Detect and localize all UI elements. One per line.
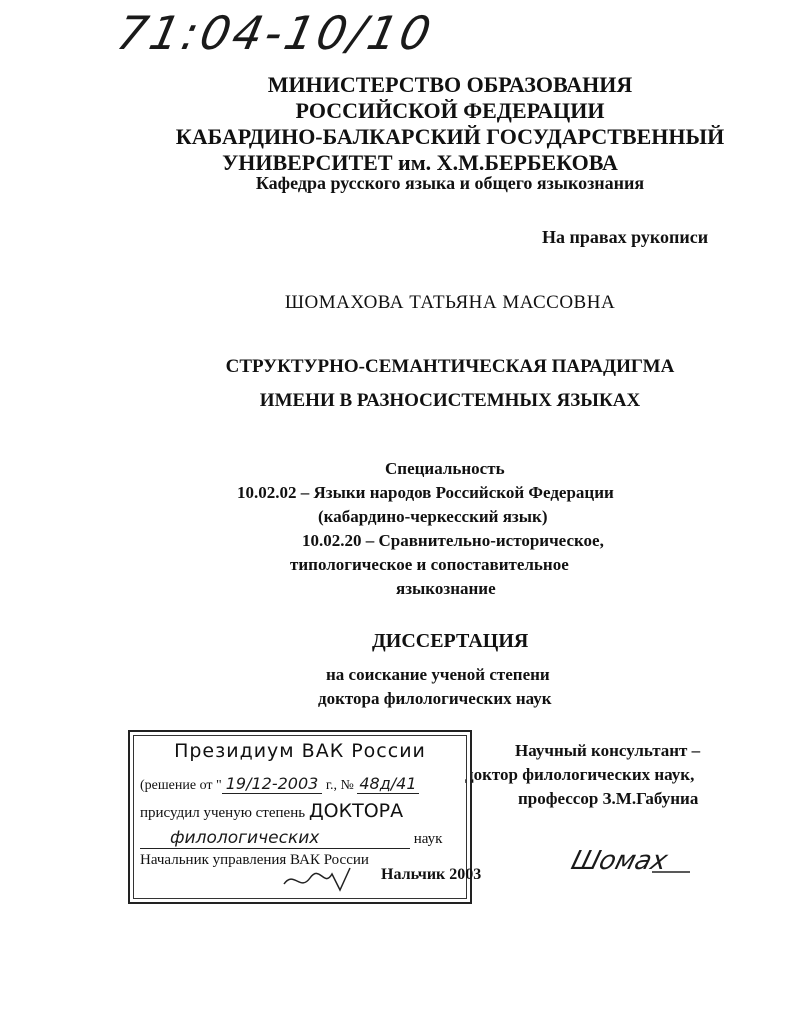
specialty-line-4: типологическое и сопоставительное xyxy=(290,555,569,574)
manuscript-note: На правах рукописи xyxy=(542,227,709,247)
specialty-line-5: языкознание xyxy=(396,579,496,598)
stamp-decision-date: 19/12-2003 xyxy=(222,774,323,794)
stamp-title: Президиум ВАК России xyxy=(174,740,426,762)
stamp-field-line xyxy=(140,828,460,849)
stamp-field-suffix: наук xyxy=(413,831,443,847)
stamp-decision-line xyxy=(140,774,460,794)
specialty-line-1: 10.02.02 – Языки народов Российской Федерации xyxy=(237,483,614,502)
specialty-line-2: (кабардино-черкесский язык) xyxy=(318,507,548,526)
author-name: ШОМАХОВА ТАТЬЯНА МАССОВНА xyxy=(284,292,616,313)
signature-stroke xyxy=(650,866,692,878)
specialty-label: Специальность xyxy=(385,459,505,478)
stamp-decision-prefix: (решение от " xyxy=(140,778,222,793)
university-line-1: КАБАРДИНО-БАЛКАРСКИЙ ГОСУДАРСТВЕННЫЙ xyxy=(175,124,725,149)
title-line-2: ИМЕНИ В РАЗНОСИСТЕМНЫХ ЯЗЫКАХ xyxy=(259,390,641,411)
university-line-2: УНИВЕРСИТЕТ им. Х.М.БЕРБЕКОВА xyxy=(222,150,618,175)
stamp-signature-scribble xyxy=(280,866,360,896)
title-line-1: СТРУКТУРНО-СЕМАНТИЧЕСКАЯ ПАРАДИГМА xyxy=(225,356,675,377)
author-signature: Шомах xyxy=(567,846,671,876)
ministry-line-2: РОССИЙСКОЙ ФЕДЕРАЦИИ xyxy=(295,98,605,123)
ministry-line-1: МИНИСТЕРСТВО ОБРАЗОВАНИЯ xyxy=(267,72,633,97)
degree-line-2: доктора филологических наук xyxy=(318,689,552,708)
degree-line-1: на соискание ученой степени xyxy=(326,665,550,684)
stamp-decision-mid: г., № xyxy=(325,778,354,793)
consultant-line-1: Научный консультант – xyxy=(515,741,701,760)
archive-number: 71:04-10/10 xyxy=(112,6,439,60)
consultant-line-3: профессор З.М.Габуниа xyxy=(518,789,699,808)
department: Кафедра русского языка и общего языкознания xyxy=(255,173,645,193)
specialty-line-3: 10.02.20 – Сравнительно-историческое, xyxy=(302,531,604,550)
stamp-chief: Начальник управления ВАК России xyxy=(140,852,369,868)
stamp-awarded-line xyxy=(140,800,460,822)
stamp-decision-number: 48д/41 xyxy=(359,774,417,793)
document-type: ДИССЕРТАЦИЯ xyxy=(372,630,529,652)
stamp-field-handwritten: филологических xyxy=(140,828,410,849)
consultant-line-2: доктор филологических наук, xyxy=(465,765,695,784)
place-year: Нальчик 2003 xyxy=(381,866,482,883)
stamp-awarded-degree: ДОКТОРА xyxy=(308,800,404,822)
stamp-awarded-text: присудил ученую степень xyxy=(140,805,306,821)
